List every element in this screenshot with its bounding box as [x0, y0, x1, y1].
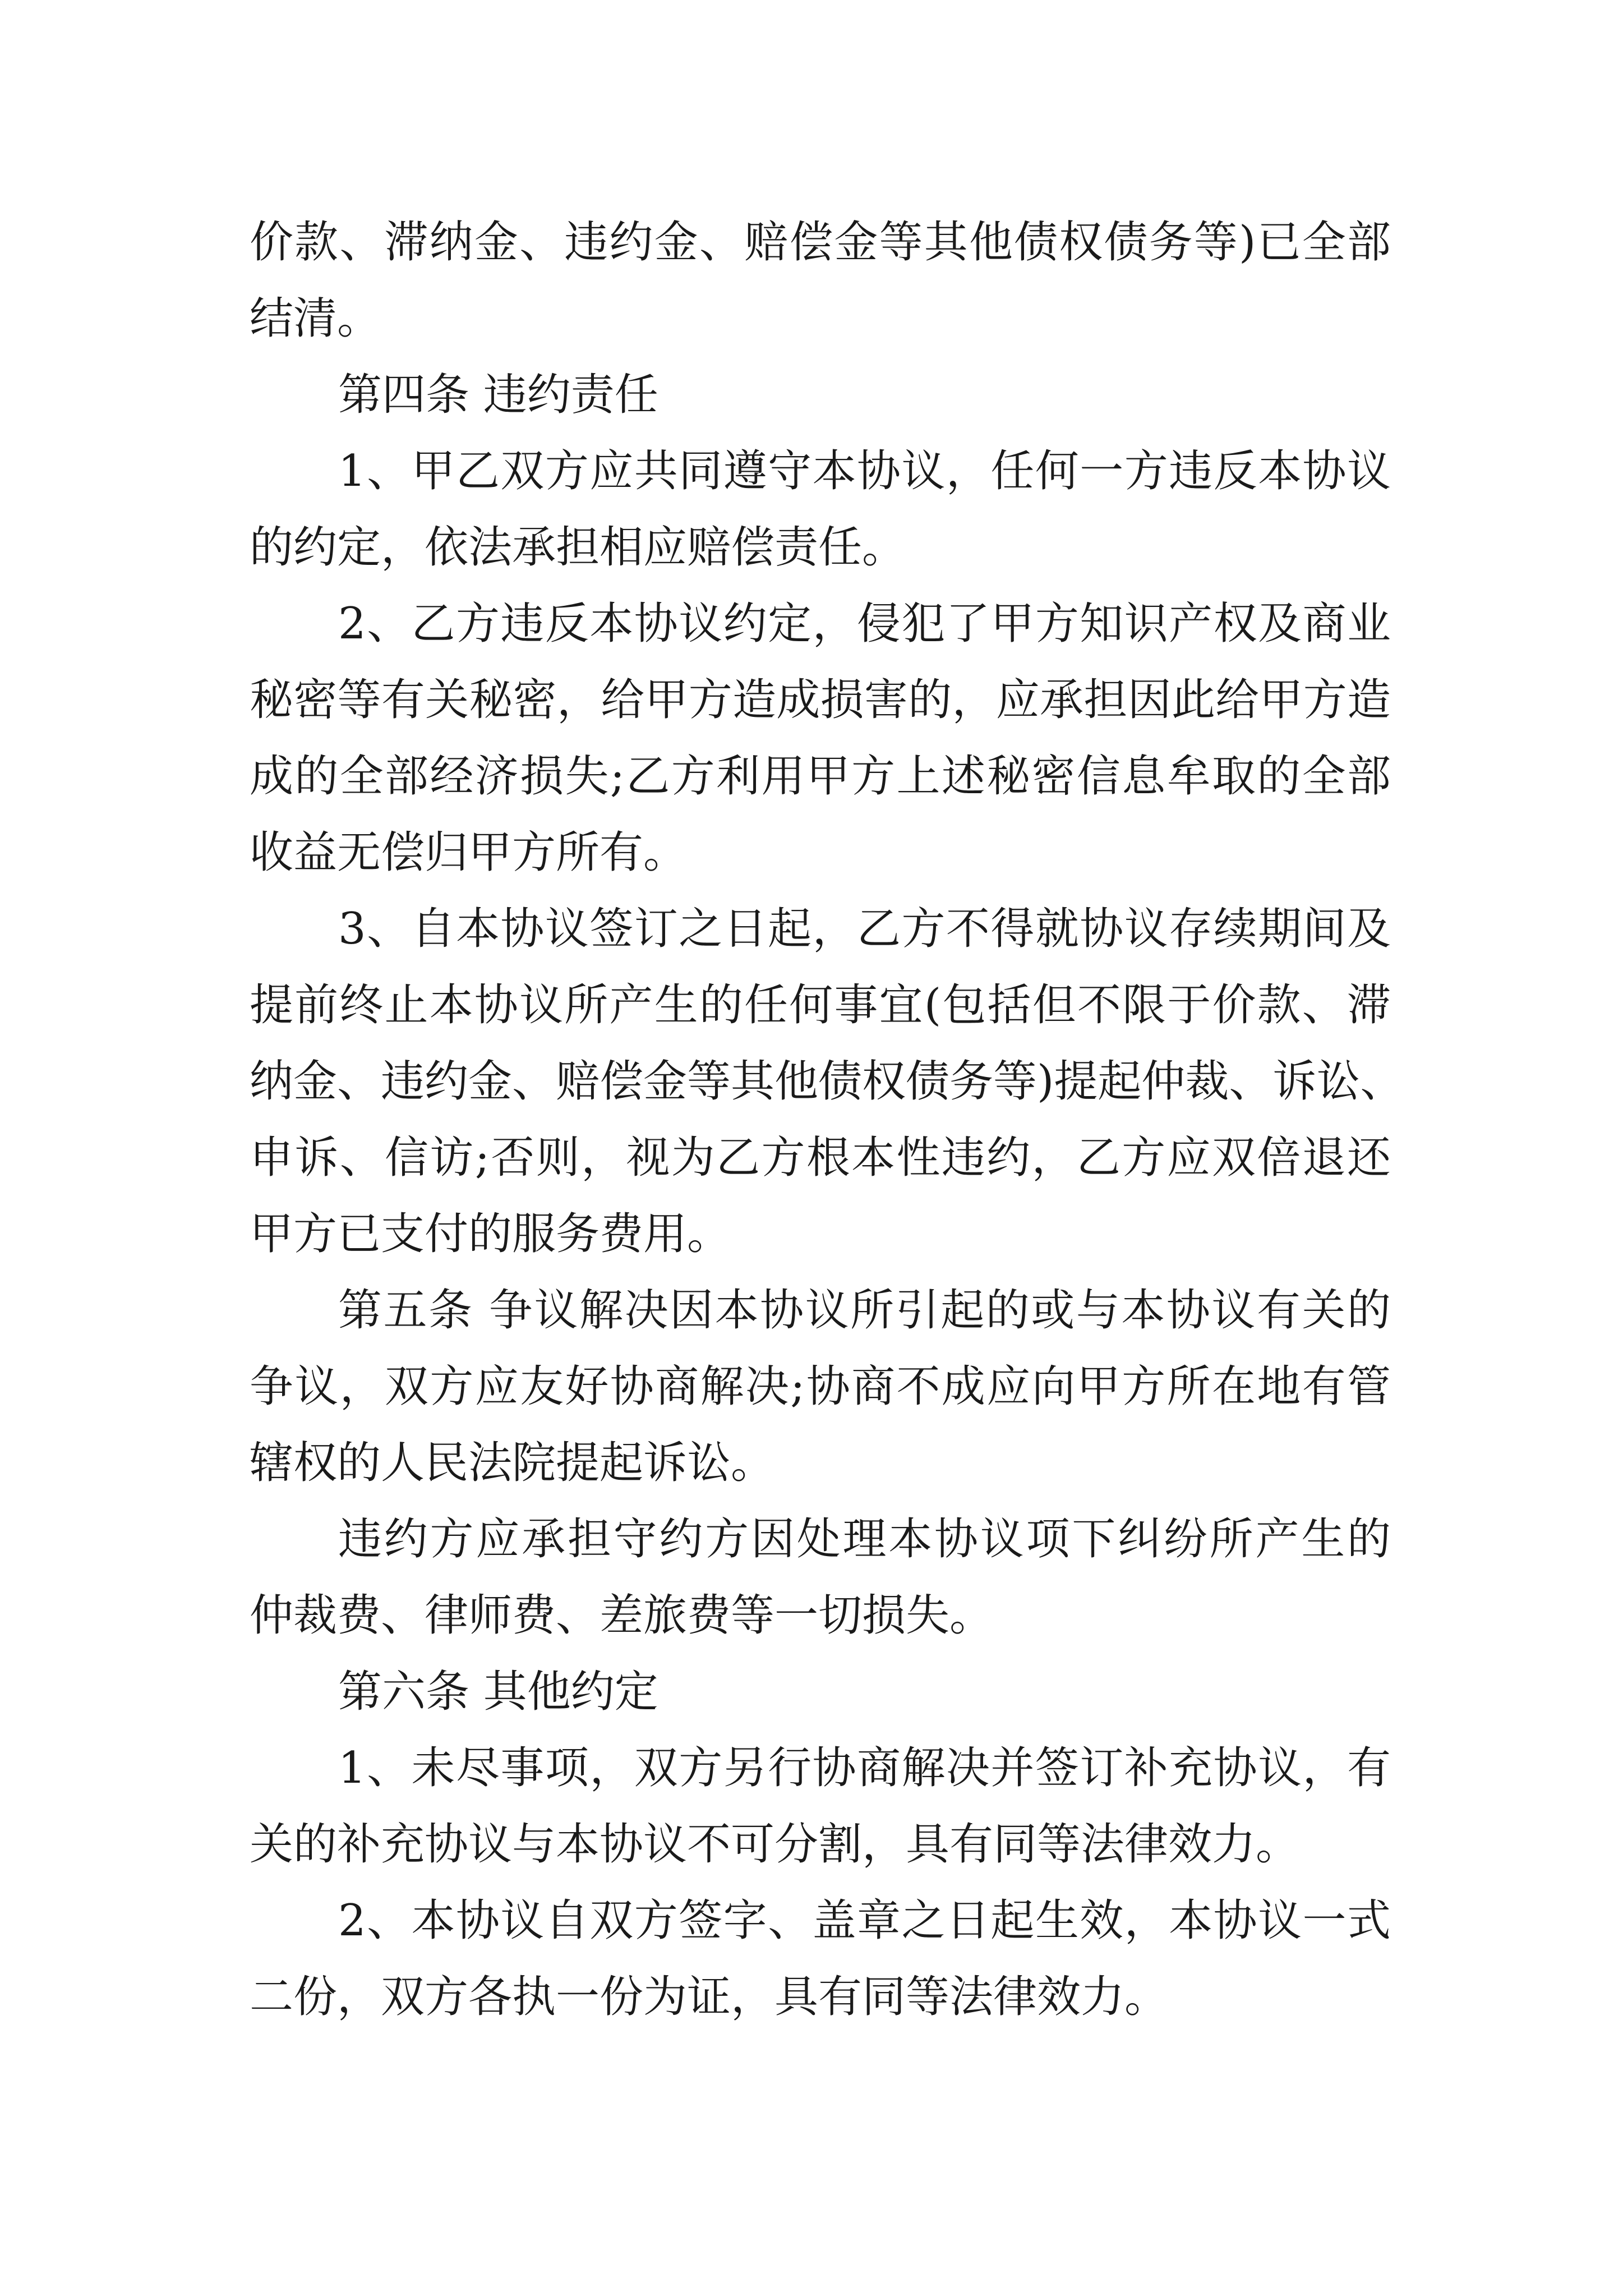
section-heading-article-6: 第六条 其他约定 [338, 1667, 658, 1717]
text-line-14: 甲方已支付的服务费用。 [250, 1209, 731, 1259]
text-line-16: 争议，双方应友好协商解决;协商不成应向甲方所在地有管 [250, 1361, 1391, 1412]
text-line-13: 申诉、信访;否则，视为乙方根本性违约，乙方应双倍退还 [250, 1133, 1391, 1183]
text-line-11: 提前终止本协议所产生的任何事宜(包括但不限于价款、滞 [250, 980, 1391, 1030]
text-line-21: 1、未尽事项，双方另行协商解决并签订补充协议，有 [338, 1743, 1391, 1793]
text-line-8: 成的全部经济损失;乙方利用甲方上述秘密信息牟取的全部 [250, 751, 1391, 802]
text-line-18: 违约方应承担守约方因处理本协议项下纠纷所产生的 [338, 1514, 1391, 1565]
text-line-23: 2、本协议自双方签字、盖章之日起生效，本协议一式 [338, 1895, 1391, 1946]
text-line-6: 2、乙方违反本协议约定，侵犯了甲方知识产权及商业 [338, 599, 1391, 649]
text-line-5: 的约定，依法承担相应赔偿责任。 [250, 522, 906, 573]
text-line-22: 关的补充协议与本协议不可分割，具有同等法律效力。 [250, 1819, 1300, 1870]
text-line-2: 结清。 [250, 293, 381, 344]
text-line-17: 辖权的人民法院提起诉讼。 [250, 1438, 775, 1488]
section-heading-article-5: 第五条 争议解决因本协议所引起的或与本协议有关的 [338, 1285, 1391, 1336]
text-line-1: 价款、滞纳金、违约金、赔偿金等其他债权债务等)已全部 [250, 217, 1391, 268]
text-line-7: 秘密等有关秘密，给甲方造成损害的，应承担因此给甲方造 [250, 675, 1391, 725]
text-line-10: 3、自本协议签订之日起，乙方不得就协议存续期间及 [338, 904, 1391, 954]
text-line-4: 1、甲乙双方应共同遵守本协议，任何一方违反本协议 [338, 446, 1391, 496]
text-line-9: 收益无偿归甲方所有。 [250, 827, 688, 878]
text-line-19: 仲裁费、律师费、差旅费等一切损失。 [250, 1590, 994, 1641]
text-line-24: 二份，双方各执一份为证，具有同等法律效力。 [250, 1972, 1169, 2022]
section-heading-article-4: 第四条 违约责任 [338, 370, 658, 420]
text-line-12: 纳金、违约金、赔偿金等其他债权债务等)提起仲裁、诉讼、 [250, 1056, 1404, 1107]
